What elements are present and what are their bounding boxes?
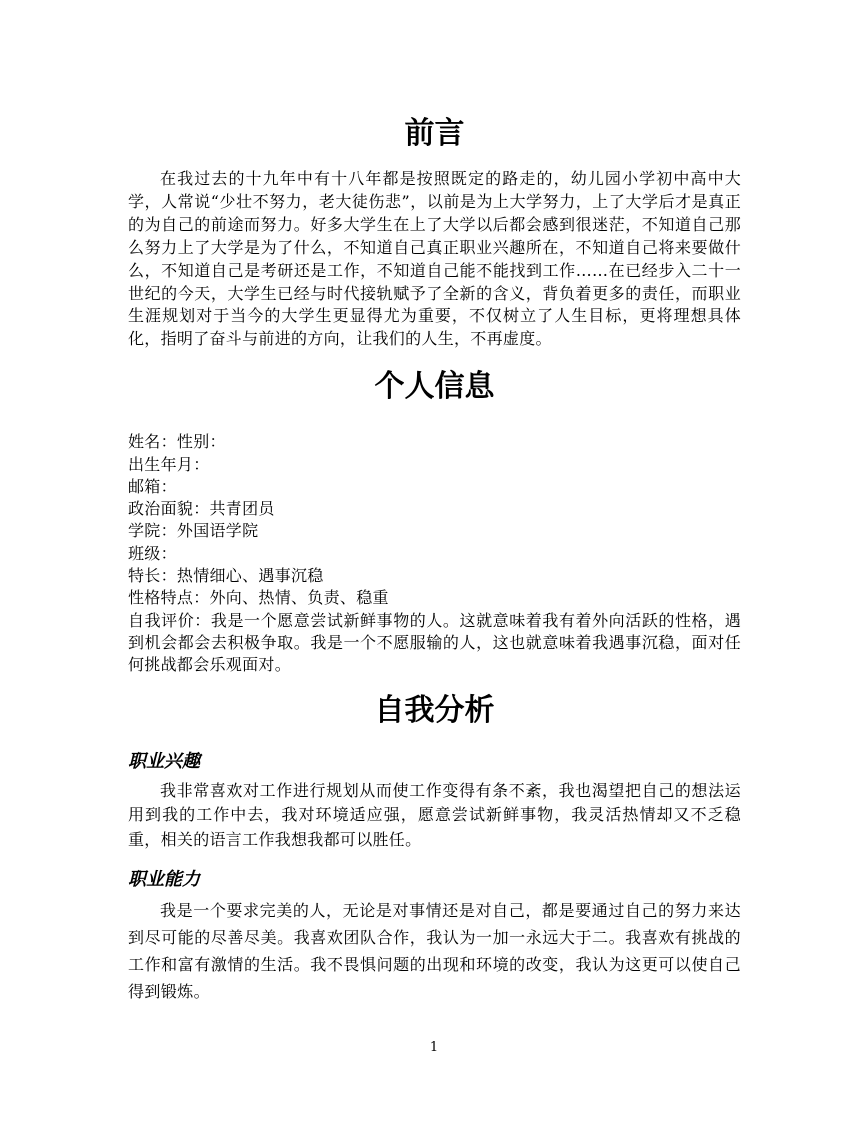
career-interest-heading: 职业兴趣	[128, 750, 200, 772]
preface-paragraph: 在我过去的十九年中有十八年都是按照既定的路走的，幼儿园小学初中高中大学，人常说“少壮不努力，老大徒伤悲”，以前是为上大学努力，上了大学后才是真正的为自己的前途而努力。好多大学生在上了大学以后都会感到很迷茫，不知道自己那么努力上了大学是为了什么，不知道自己真正职业兴趣所在，不知道自己将来要做什么，不知道自己是考研还是工作，不知道自己能不能找到工作……在已经步入二十一世纪的今天，大学生已经与时代接轨赋予了全新的含义，背负着更多的责任，而职业生涯规划对于当今的大学生更显得尤为重要，不仅树立了人生目标，更将理想具体化，指明了奋斗与前进的方向，让我们的人生，不再虚度。	[128, 169, 741, 349]
career-ability-heading: 职业能力	[128, 868, 200, 890]
info-line-class: 班级：	[128, 543, 177, 563]
self-analysis-title: 自我分析	[374, 692, 495, 728]
info-line-email: 邮箱：	[128, 476, 177, 496]
info-line-specialty: 特长：热情细心、遇事沉稳	[128, 566, 324, 586]
personal-info-title: 个人信息	[374, 369, 495, 405]
info-line-college: 学院：外国语学院	[128, 521, 259, 541]
career-interest-paragraph: 我非常喜欢对工作进行规划从而使工作变得有条不紊，我也渴望把自己的想法运用到我的工作中去，我对环境适应强，愿意尝试新鲜事物，我灵活热情却又不乏稳重，相关的语言工作我想我都可以胜任。	[128, 780, 741, 849]
career-ability-paragraph: 我是一个要求完美的人，无论是对事情还是对自己，都是要通过自己的努力来达到尽可能的尽善尽美。我喜欢团队合作，我认为一加一永远大于二。我喜欢有挑战的工作和富有激情的生活。我不畏惧问题的出现和环境的改变，我认为这更可以使自己得到锻炼。	[128, 900, 741, 1001]
info-line-political: 政治面貌：共青团员	[128, 499, 275, 519]
preface-title: 前言	[404, 116, 465, 151]
info-line-personality: 性格特点：外向、热情、负责、稳重	[128, 588, 389, 608]
page-number: 1	[429, 1040, 439, 1055]
info-line-birth: 出生年月：	[128, 454, 210, 474]
info-line-name-gender: 姓名：性别：	[128, 432, 226, 452]
personal-info-list	[128, 431, 741, 676]
info-self-evaluation: 自我评价：我是一个愿意尝试新鲜事物的人。这就意味着我有着外向活跃的性格，遇到机会都会去积极争取。我是一个不愿服输的人，这也就意味着我遇事沉稳，面对任何挑战都会乐观面对。	[128, 610, 741, 675]
document-page	[128, 112, 741, 1005]
